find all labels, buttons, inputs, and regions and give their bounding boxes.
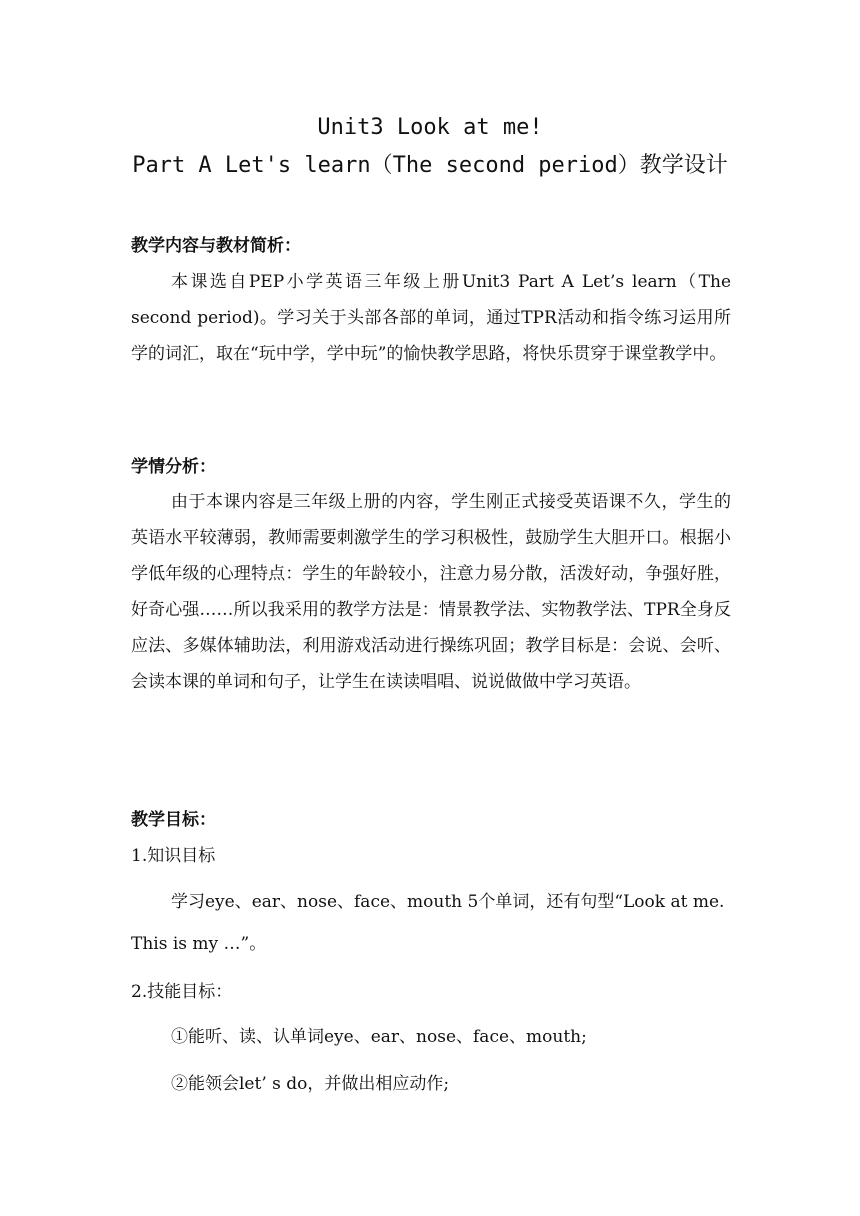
- goal-knowledge-label: 1.知识目标: [131, 846, 216, 866]
- goal-skills-label: 2.技能目标：: [131, 982, 233, 1002]
- section-text-content: 本课选自PEP小学英语三年级上册Unit3 Part A Let’s learn（The second period)。学习关于头部各部的单词，通过TPR活动和指令练习运用所学的词汇，取在“玩中学，学中玩”的愉快教学思路，将快乐贯穿于课堂教学中。: [131, 272, 731, 364]
- section-heading-content: 教学内容与教材简析：: [131, 236, 301, 256]
- section-text-analysis: 由于本课内容是三年级上册的内容，学生刚正式接受英语课不久，学生的英语水平较薄弱，教师需要刺激学生的学习积极性，鼓励学生大胆开口。根据小学低年级的心理特点：学生的年龄较小，注意力易分散，活泼好动，争强好胜，好奇心强……所以我采用的教学方法是：情景教学法、实物教学法、TPR全身反应法、多媒体辅助法，利用游戏活动进行操练巩固；教学目标是：会说、会听、会读本课的单词和句子，让学生在读读唱唱、说说做做中学习英语。: [131, 492, 731, 692]
- section-heading-goals: 教学目标：: [131, 810, 216, 830]
- goal-knowledge-text: 学习eye、ear、nose、face、mouth 5个单词，还有句型“Look at me. This is my …”。: [131, 892, 725, 954]
- goal-skills-item-1: ①能听、读、认单词eye、ear、nose、face、mouth;: [171, 1027, 587, 1047]
- goal-skills-item-2: ②能领会let’ s do，并做出相应动作;: [171, 1074, 450, 1094]
- document-title-unit: Unit3 Look at me!: [317, 115, 543, 140]
- section-heading-analysis: 学情分析：: [131, 457, 216, 477]
- document-title-part: Part A Let's learn（The second period）教学设计: [132, 153, 728, 178]
